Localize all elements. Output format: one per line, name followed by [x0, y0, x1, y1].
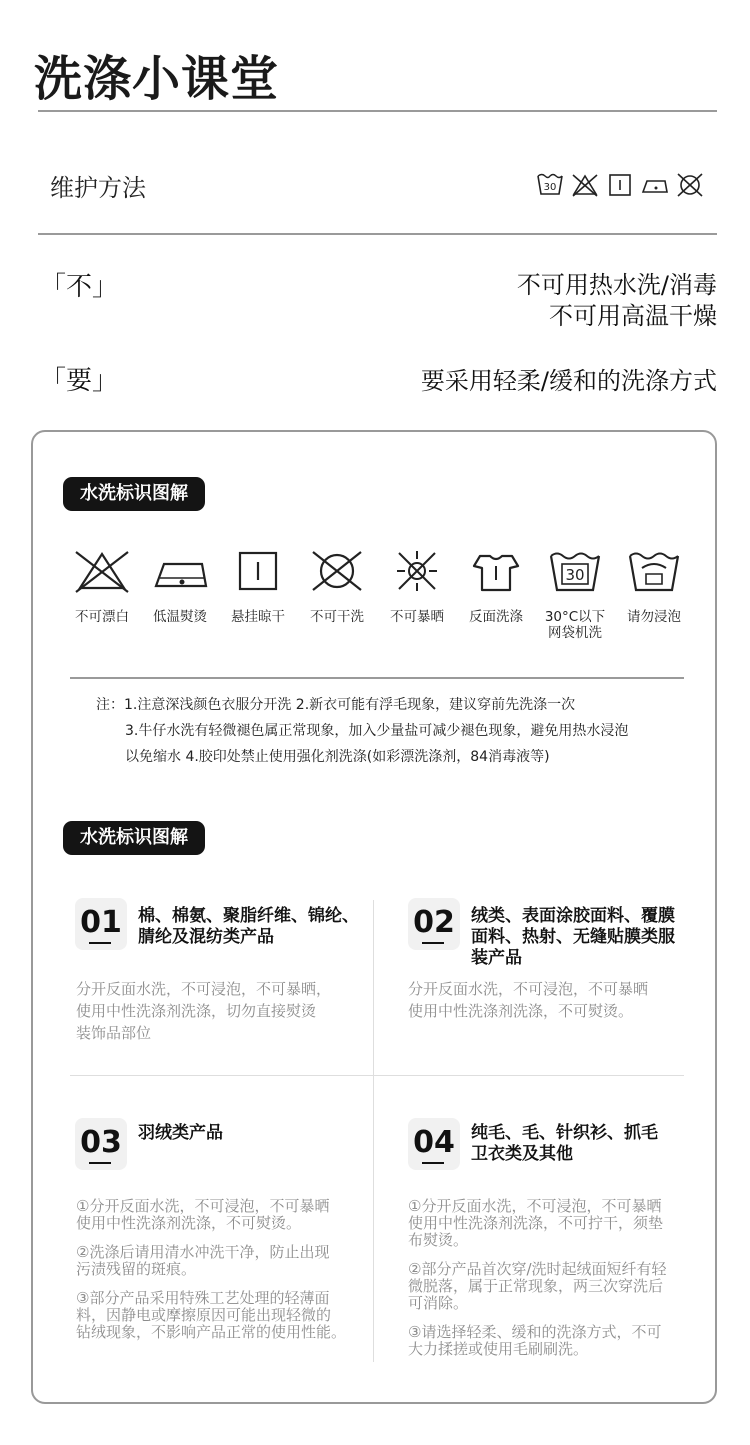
- symbol-label: 不可暴晒: [390, 609, 444, 625]
- symbol-label: 反面洗涤: [469, 609, 523, 625]
- body-line: 污渍残留的斑痕。: [76, 1260, 197, 1278]
- notes-divider: [70, 677, 684, 679]
- body-paragraph: [408, 1261, 667, 1312]
- maintenance-label: 维护方法: [50, 174, 146, 202]
- body-line: 使用中性洗涤剂洗涤，不可拧干，须垫: [408, 1214, 664, 1232]
- item-number: [408, 1118, 460, 1170]
- low-iron-icon: [150, 548, 210, 594]
- item-body: [408, 978, 648, 1022]
- heading-line: 绒类、表面涂胶面料、覆膜: [471, 906, 675, 926]
- heading-line: 棉、棉氨、聚脂纤维、锦纶、: [138, 906, 359, 926]
- hang-dry-icon: [606, 172, 634, 198]
- wash-30-icon: [536, 172, 564, 198]
- body-line: 分开反面水洗，不可浸泡，不可暴晒: [408, 980, 649, 998]
- do-bracket: 「要」: [40, 366, 119, 396]
- no-soak-icon: [624, 548, 684, 594]
- body-line: ①分开反面水洗，不可浸泡，不可暴晒: [76, 1197, 330, 1215]
- symbol-label: 不可漂白: [75, 609, 129, 625]
- no-dry-clean-icon: [307, 548, 367, 594]
- body-line: 钻绒现象，不影响产品正常的使用性能。: [76, 1323, 347, 1341]
- item-heading: [138, 906, 359, 948]
- maintenance-divider: [38, 233, 717, 235]
- item-heading: [138, 1123, 223, 1144]
- body-line: 装饰品部位: [76, 1024, 152, 1042]
- body-line: 大力揉搓或使用毛刷刷洗。: [408, 1340, 589, 1358]
- section-pill: 水洗标识图解: [63, 477, 205, 511]
- dont-rule-line: 不可用高温干燥: [549, 302, 717, 330]
- number-underline: [422, 1162, 444, 1164]
- dont-rule-line: 不可用热水洗/消毒: [516, 271, 717, 299]
- body-line: 可消除。: [408, 1294, 469, 1312]
- body-line: 分开反面水洗，不可浸泡，不可暴晒，: [76, 980, 332, 998]
- heading-line: 面料、热射、无缝贴膜类服: [471, 927, 675, 947]
- grid-vertical-divider: [373, 900, 374, 1362]
- item-body: [76, 978, 331, 1044]
- item-number-text: 04: [413, 1125, 455, 1160]
- number-underline: [89, 942, 111, 944]
- symbol-item: [377, 548, 457, 625]
- item-number-text: 03: [80, 1125, 122, 1160]
- do-rule-line: 要采用轻柔/缓和的洗涤方式: [420, 367, 717, 395]
- body-line: ③部分产品采用特殊工艺处理的轻薄面: [76, 1289, 330, 1307]
- body-line: 料，因静电或摩擦原因可能出现轻微的: [76, 1306, 332, 1324]
- wash-30-icon: [545, 548, 605, 594]
- care-notes: [96, 692, 628, 770]
- body-paragraph: [408, 1324, 667, 1358]
- body-line: 布熨烫。: [408, 1231, 469, 1249]
- dont-bracket: 「不」: [40, 272, 119, 302]
- symbol-label: 低温熨烫: [153, 609, 207, 625]
- maintenance-icons: [536, 172, 716, 198]
- no-sun-icon: [387, 548, 447, 594]
- symbol-item: [218, 548, 298, 625]
- title-divider: [38, 110, 717, 112]
- grid-horizontal-divider: [70, 1075, 684, 1076]
- item-body: [76, 1198, 346, 1341]
- item-body: [408, 1198, 667, 1358]
- body-line: 使用中性洗涤剂洗涤，不可熨烫。: [408, 1002, 634, 1020]
- item-number: [75, 898, 127, 950]
- body-line: ①分开反面水洗，不可浸泡，不可暴晒: [408, 1197, 662, 1215]
- page-title: 洗涤小课堂: [34, 51, 280, 107]
- do-rules: [421, 366, 717, 397]
- symbol-label: 悬挂晾干: [231, 609, 285, 625]
- item-number-text: 01: [80, 905, 122, 940]
- symbol-label: 30°C以下: [544, 609, 606, 625]
- dont-rules: [517, 270, 717, 332]
- body-paragraph: [76, 1198, 346, 1232]
- symbol-label: 不可干洗: [310, 609, 364, 625]
- heading-line: 纯毛、毛、针织衫、抓毛: [471, 1123, 658, 1143]
- item-heading: [471, 1123, 658, 1165]
- note-line: 3.牛仔水洗有轻微褪色属正常现象，加入少量盐可减少褪色现象，避免用热水浸泡: [125, 723, 629, 739]
- symbol-item: [297, 548, 377, 625]
- number-underline: [89, 1162, 111, 1164]
- body-line: ②部分产品首次穿/洗时起绒面短纤有轻: [408, 1260, 667, 1278]
- heading-line: 腈纶及混纺类产品: [138, 927, 274, 947]
- symbol-item: [456, 548, 536, 625]
- item-number: [75, 1118, 127, 1170]
- note-line: 以免缩水 4.胶印处禁止使用强化剂洗涤(如彩漂洗涤剂，84消毒液等): [125, 749, 550, 765]
- body-line: 使用中性洗涤剂洗涤，不可熨烫。: [76, 1214, 302, 1232]
- no-bleach-icon: [571, 172, 599, 198]
- body-paragraph: [408, 1198, 667, 1249]
- number-underline: [422, 942, 444, 944]
- low-iron-icon: [641, 172, 669, 198]
- symbol-item: [62, 548, 142, 625]
- hang-dry-icon: [228, 548, 288, 594]
- section-pill: 水洗标识图解: [63, 821, 205, 855]
- no-dry-clean-icon: [676, 172, 704, 198]
- symbol-item: [140, 548, 220, 625]
- body-paragraph: [76, 1290, 346, 1341]
- body-line: ②洗涤后请用清水冲洗干净，防止出现: [76, 1243, 330, 1261]
- no-bleach-icon: [72, 548, 132, 594]
- symbol-item: [614, 548, 694, 625]
- body-line: ③请选择轻柔、缓和的洗涤方式，不可: [408, 1323, 662, 1341]
- body-line: 微脱落，属于正常现象，两三次穿洗后: [408, 1277, 664, 1295]
- symbol-label: 网袋机洗: [548, 625, 602, 641]
- heading-line: 卫衣类及其他: [471, 1144, 573, 1164]
- item-heading: [471, 906, 675, 969]
- svg-text:30: 30: [543, 182, 557, 193]
- symbol-item: [535, 548, 615, 641]
- svg-text:30: 30: [565, 566, 585, 584]
- body-paragraph: [76, 1244, 346, 1278]
- item-number-text: 02: [413, 905, 455, 940]
- symbol-label: 请勿浸泡: [627, 609, 681, 625]
- heading-line: 装产品: [471, 948, 522, 968]
- heading-line: 羽绒类产品: [138, 1123, 223, 1143]
- body-line: 使用中性洗涤剂洗涤，切勿直接熨烫: [76, 1002, 317, 1020]
- item-number: [408, 898, 460, 950]
- note-line: 注：1.注意深浅颜色衣服分开洗 2.新衣可能有浮毛现象，建议穿前先洗涤一次: [96, 697, 576, 713]
- inside-out-wash-icon: [466, 548, 526, 594]
